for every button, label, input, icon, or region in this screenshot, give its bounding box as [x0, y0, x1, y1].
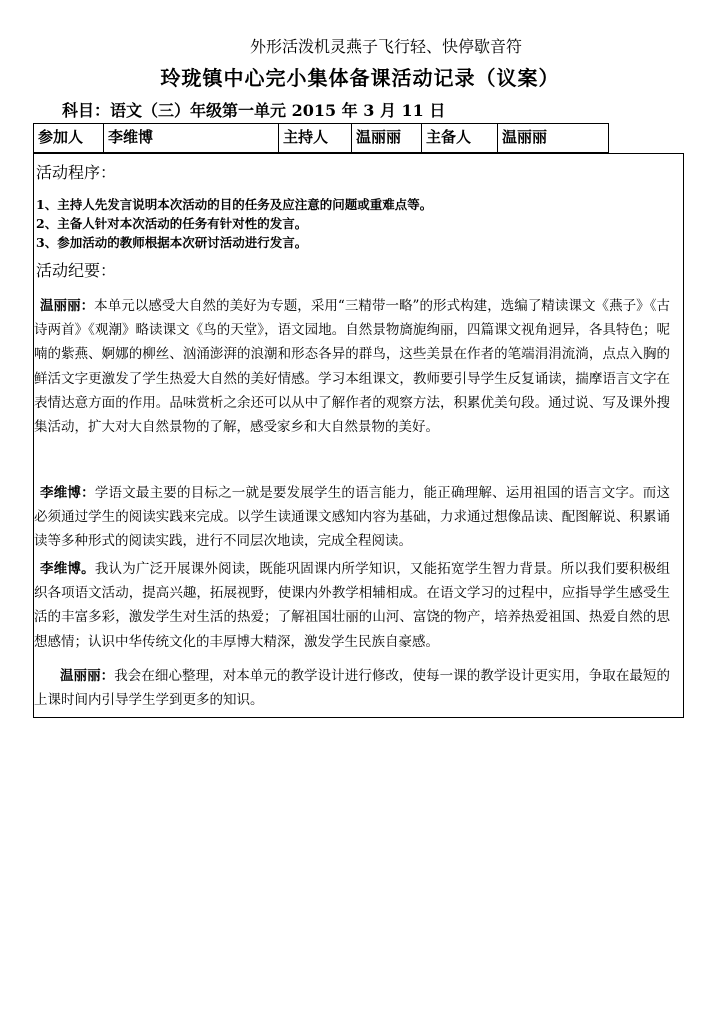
participants-value: 李维博: [104, 124, 279, 152]
procedure-heading: 活动程序：: [36, 163, 117, 182]
info-table: [33, 123, 609, 153]
host-label: 主持人: [279, 124, 352, 152]
host-value: 温丽丽: [352, 124, 422, 152]
page-title: 玲珑镇中心完小集体备课活动记录（议案）: [160, 66, 560, 90]
minutes-entry-1: [34, 294, 670, 439]
procedure-step-2: 2、主备人针对本次活动的任务有针对性的发言。: [36, 216, 308, 231]
preparer-value: 温丽丽: [502, 128, 548, 146]
minutes-text-3: 我认为广泛开展课外阅读，既能巩固课内所学知识，又能拓宽学生智力背景。所以我们要积极组织各项语文活动，提高兴趣，拓展视野，使课内外教学相辅相成。在语文学习的过程中，应指导学生感受生活的丰富多彩，激发学生对生活的热爱；了解祖国壮丽的山河、富饶的物产，培养热爱祖国、热爱自然的思想感情；认识中华传统文化的丰厚博大精深，激发学生民族自豪感。: [34, 561, 671, 650]
minutes-speaker-1: 温丽丽：: [40, 298, 95, 314]
minutes-text-2: 学语文最主要的目标之一就是要发展学生的语言能力，能正确理解、运用祖国的语言文字。而这必须通过学生的阅读实践来完成。以学生读通课文感知内容为基础，力求通过想像品读、配图解说、积累诵读等多种形式的阅读实践，进行不同层次地读，完成全程阅读。: [34, 485, 671, 550]
participants-label: 参加人: [34, 124, 104, 152]
minutes-heading: 活动纪要：: [36, 261, 117, 280]
procedure-step-1: 1、主持人先发言说明本次活动的目的任务及应注意的问题或重难点等。: [36, 197, 433, 212]
procedure-step-3: 3、参加活动的教师根据本次研讨活动进行发言。: [36, 235, 308, 250]
minutes-text-4: 我会在细心整理，对本单元的教学设计进行修改，使每一课的教学设计更实用，争取在最短的上课时间内引导学生学到更多的知识。: [34, 668, 671, 709]
subject-line: 科目：语文（三）年级第一单元 2015 年 3 月 11 日: [62, 101, 446, 120]
minutes-speaker-3: 李维博。: [40, 561, 95, 577]
minutes-speaker-2: 李维博：: [40, 485, 95, 501]
activity-record-box: [33, 153, 684, 718]
minutes-speaker-4: 温丽丽：: [60, 668, 115, 684]
minutes-text-1: 本单元以感受大自然的美好为专题，采用“三精带一略”的形式构建，选编了精读课文《燕子》《古诗两首》《观潮》略读课文《鸟的天堂》，语文园地。自然景物旖旎绚丽，四篇课文视角迥异，各具特色；呢喃的紫燕、婀娜的柳丝、汹涌澎湃的浪潮和形态各异的群鸟，这些美景在作者的笔端涓涓流淌，点点入胸的鲜活文字更激发了学生热爱大自然的美好情感。学习本组课文，教师要引导学生反复诵读，揣摩语言文字在表情达意方面的作用。品味赏析之余还可以从中了解作者的观察方法，积累优美句段。通过说、写及课外搜集活动，扩大对大自然景物的了解，感受家乡和大自然景物的美好。: [34, 298, 670, 436]
minutes-entry-3: [34, 557, 670, 654]
minutes-entry-4: [34, 664, 670, 712]
preparer-label: 主备人: [422, 124, 498, 152]
header-line: 外形活泼机灵燕子飞行轻、快停歇音符: [250, 37, 523, 56]
minutes-entry-2: [34, 481, 670, 554]
